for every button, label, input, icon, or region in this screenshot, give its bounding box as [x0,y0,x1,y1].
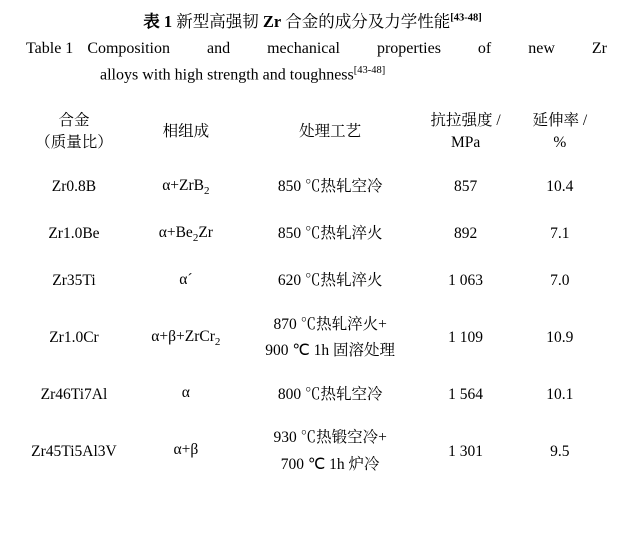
cell-phase [130,305,242,372]
cell-process-line2: 900 ℃ 1h 固溶处理 [265,342,396,360]
cell-process: 800 ℃热轧空冷 [277,385,383,403]
cell-phase-pre: α+Be [158,223,193,241]
cell-phase-pre: α [181,384,190,402]
cell-tensile-strength: 1 063 [448,271,484,289]
table-row [18,211,607,258]
cell-alloy: Zr45Ti5Al3V [31,442,117,460]
header-tensile-strength-unit: MPa [450,134,481,152]
cell-alloy: Zr0.8B [51,177,97,195]
header-alloy [18,101,130,164]
table-row [18,258,607,305]
header-elongation [513,101,607,164]
cell-alloy: Zr35Ti [52,271,96,289]
header-elongation-unit: % [553,134,567,152]
header-elongation-line1: 延伸率 / [532,111,588,129]
header-tensile-strength [419,101,513,164]
caption-chinese-label: 表 1 [143,12,173,31]
caption-chinese [18,10,607,35]
caption-english-line2: alloys with high strength and toughness [100,65,354,83]
caption-chinese-text-b: 合金的成分及力学性能 [281,12,451,31]
caption-english [18,37,607,88]
cell-phase [130,418,242,485]
cell-process-line2: 700 ℃ 1h 炉冷 [280,455,380,473]
cell-tensile-strength: 892 [453,224,478,242]
header-tensile-strength-line1: 抗拉强度 / [430,111,501,129]
header-process: 处理工艺 [299,122,362,140]
cell-phase-pre: α+β+ZrCr [151,327,215,345]
cell-phase [130,164,242,211]
table-row [18,164,607,211]
cell-process-line1: 870 ℃热轧淬火+ [273,315,387,333]
cell-process-line1: 930 ℃热锻空冷+ [273,429,387,447]
table-body [18,164,607,486]
cell-process: 620 ℃热轧淬火 [277,271,383,289]
cell-elongation: 9.5 [550,442,570,460]
caption-chinese-reference: [43-48] [450,12,482,24]
cell-phase-sub: 2 [214,335,221,348]
cell-elongation: 7.0 [550,271,570,289]
cell-elongation: 7.1 [550,224,570,242]
cell-elongation: 10.1 [546,385,574,403]
cell-alloy: Zr1.0Cr [49,328,99,346]
cell-alloy: Zr46Ti7Al [40,385,108,403]
cell-phase [130,371,242,418]
table-row [18,371,607,418]
caption-chinese-zr: Zr [262,12,282,31]
cell-elongation: 10.9 [546,328,574,346]
header-alloy-line2: （质量比） [35,134,113,152]
caption-english-reference: [43-48] [353,64,386,76]
cell-phase-post: Zr [198,223,213,241]
caption-english-line1: Composition and mechanical properties of new Zr [87,39,607,57]
cell-phase-pre: α+ZrB [162,176,205,194]
cell-tensile-strength: 1 564 [448,385,484,403]
caption-english-label: Table 1 [26,39,74,57]
header-phase: 相组成 [162,122,210,140]
cell-phase-sub: 2 [204,184,210,197]
cell-alloy: Zr1.0Be [48,224,100,242]
cell-phase-pre: α´ [179,270,193,288]
table-header-row [18,101,607,164]
cell-phase-sub: 2 [192,231,199,244]
cell-phase [130,258,242,305]
cell-phase-pre: α+β [173,441,199,459]
cell-process [242,418,419,485]
cell-tensile-strength: 857 [453,177,478,195]
table-row [18,305,607,372]
cell-phase [130,211,242,258]
cell-process: 850 ℃热轧空冷 [277,177,383,195]
header-alloy-line1: 合金 [58,111,90,129]
cell-tensile-strength: 1 109 [448,328,484,346]
cell-elongation: 10.4 [546,177,574,195]
cell-process: 850 ℃热轧淬火 [277,224,383,242]
properties-table [18,101,607,485]
cell-process [242,305,419,372]
cell-tensile-strength: 1 301 [448,442,484,460]
table-row [18,418,607,485]
caption-chinese-text-a: 新型高强韧 [176,12,263,31]
